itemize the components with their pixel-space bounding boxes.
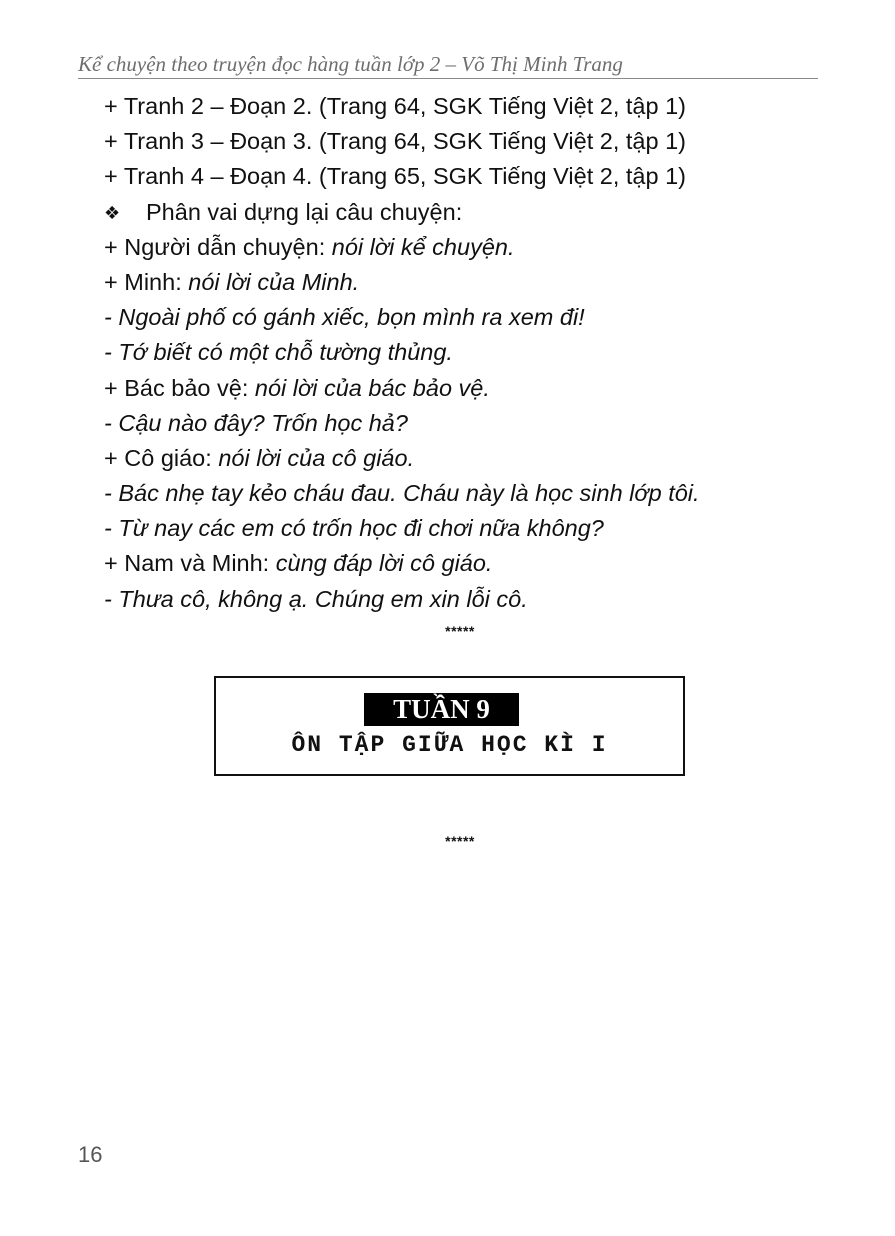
- nam-minh-label: + Nam và Minh:: [104, 550, 276, 577]
- guard-role: nói lời của bác bảo vệ.: [254, 374, 490, 401]
- picture-line-3: + Tranh 3 – Đoạn 3. (Trang 64, SGK Tiếng Việt 2, tập 1): [104, 128, 686, 155]
- week-title: ÔN TẬP GIỮA HỌC KÌ I: [291, 732, 608, 758]
- narrator-label: + Người dẫn chuyện:: [104, 233, 332, 260]
- teacher-dialogue-1: - Bác nhẹ tay kẻo cháu đau. Cháu này là học sinh lớp tôi.: [104, 480, 700, 507]
- minh-label: + Minh:: [104, 268, 189, 295]
- story-content: [104, 89, 824, 617]
- week-title-box: [214, 676, 685, 776]
- picture-line-4: + Tranh 4 – Đoạn 4. (Trang 65, SGK Tiếng Việt 2, tập 1): [104, 163, 686, 190]
- diamond-bullet-icon: ❖: [104, 202, 121, 224]
- minh-dialogue-2: - Tớ biết có một chỗ tường thủng.: [104, 339, 453, 366]
- teacher-role-line: [104, 441, 824, 476]
- teacher-label: + Cô giáo:: [104, 444, 219, 471]
- narrator-role-line: [104, 230, 824, 265]
- minh-role: nói lời của Minh.: [188, 268, 360, 295]
- guard-role-line: [104, 371, 824, 406]
- minh-role-line: [104, 265, 824, 300]
- nam-minh-role: cùng đáp lời cô giáo.: [275, 550, 493, 577]
- minh-dialogue-1: - Ngoài phố có gánh xiếc, bọn mình ra xem đi!: [104, 304, 585, 331]
- nam-minh-dialogue-1: - Thưa cô, không ạ. Chúng em xin lỗi cô.: [104, 585, 528, 612]
- section-separator-top: *****: [445, 623, 475, 639]
- picture-line-2: + Tranh 2 – Đoạn 2. (Trang 64, SGK Tiếng Việt 2, tập 1): [104, 93, 686, 119]
- teacher-dialogue-2: - Từ nay các em có trốn học đi chơi nữa không?: [104, 515, 604, 542]
- section-separator-bottom: *****: [445, 833, 475, 849]
- page-header: [78, 52, 818, 79]
- nam-minh-role-line: [104, 546, 824, 581]
- narrator-role: nói lời kể chuyện.: [331, 233, 515, 260]
- guard-label: + Bác bảo vệ:: [104, 374, 255, 401]
- teacher-role: nói lời của cô giáo.: [218, 444, 415, 471]
- header-title: Kể chuyện theo truyện đọc hàng tuần lớp 2 – Võ Thị Minh Trang: [78, 52, 623, 76]
- page-number: 16: [78, 1142, 103, 1167]
- roleplay-heading-text: Phân vai dựng lại câu chuyện:: [146, 198, 463, 225]
- guard-dialogue-1: - Cậu nào đây? Trốn học hả?: [104, 409, 408, 436]
- week-label: TUẦN 9: [364, 693, 519, 726]
- roleplay-heading: [104, 195, 824, 230]
